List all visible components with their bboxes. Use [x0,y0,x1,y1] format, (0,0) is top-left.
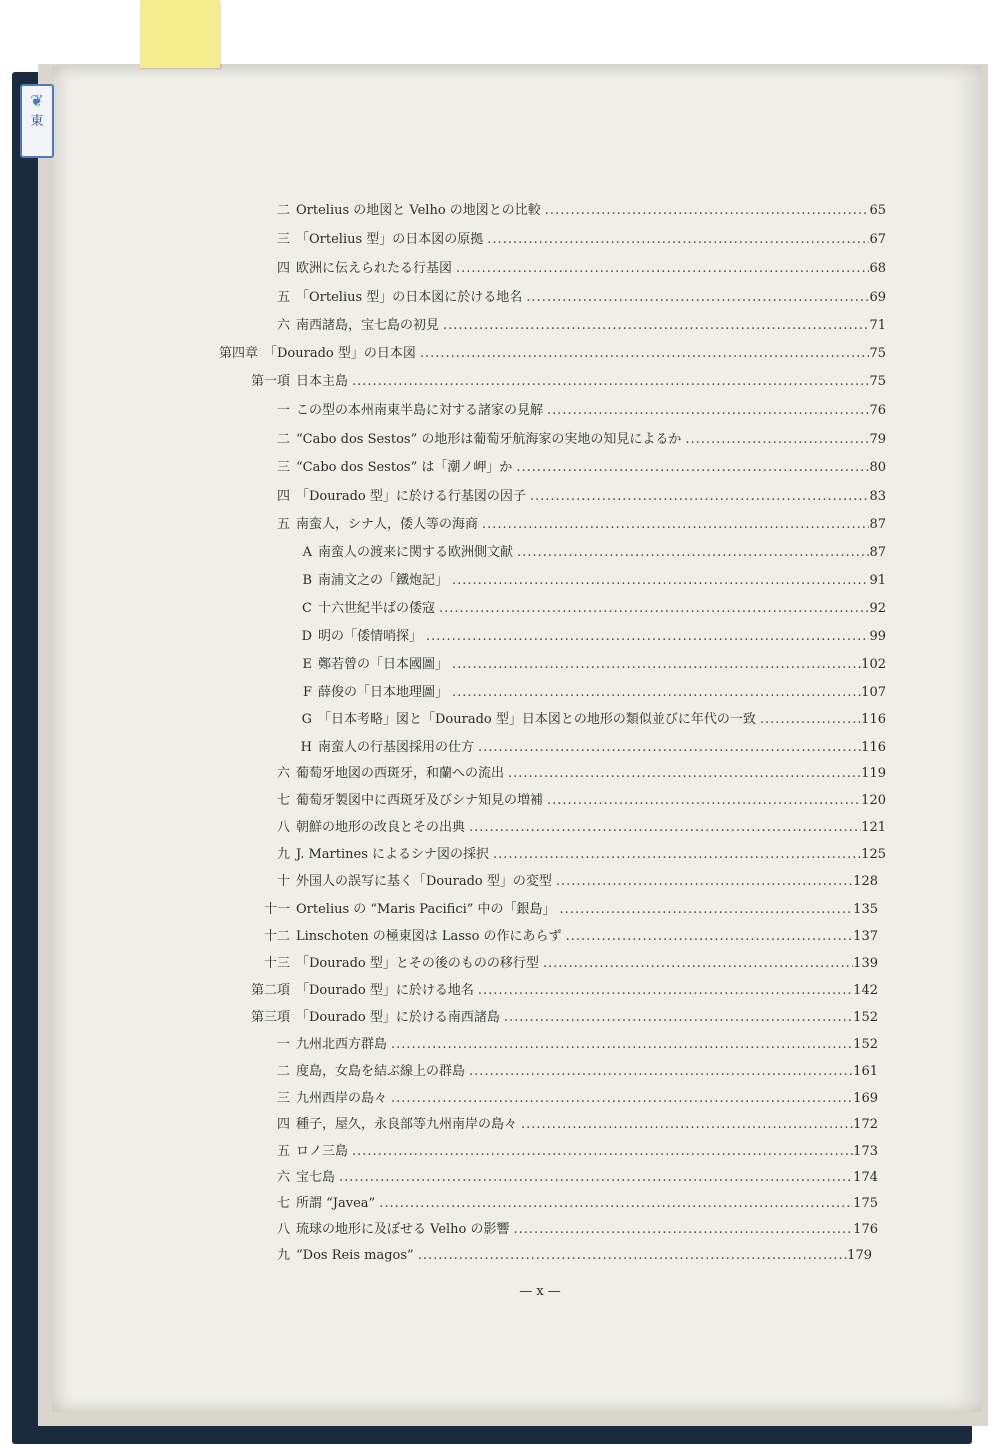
toc-entry [254,762,886,784]
toc-entry-number: 四 [276,1117,290,1132]
toc-entry-page: 119 [861,766,886,781]
toc-entry-number: 三 [276,232,290,247]
toc-entry-number: 五 [276,1144,290,1159]
toc-entry [254,952,878,974]
toc-entry-page: 91 [869,573,886,588]
toc-entry-title: 九州北西方群島 [296,1037,388,1052]
toc-entry-number: 十 [276,874,290,889]
toc-entry-title: 南蛮人，シナ人，倭人等の海商 [296,517,479,532]
toc-leader-dots [562,929,854,944]
toc-entry-page: 69 [869,290,886,305]
toc-leader-dots [526,489,870,504]
toc-entry [254,485,886,507]
toc-leader-dots [465,820,861,835]
toc-entry-page: 125 [861,847,886,862]
toc-entry-title: “Cabo dos Sestos” は「潮ノ岬」か [296,460,513,475]
toc-entry-title: Ortelius の地図と Velho の地図との比較 [296,203,541,218]
toc-entry-number: 十二 [263,929,290,944]
toc-leader-dots [556,902,854,917]
toc-entry-number: 六 [276,318,290,333]
toc-entry-number: 十一 [263,902,290,917]
toc-leader-dots [375,1196,853,1211]
toc-entry-title: この型の本州南東半島に対する諸家の見解 [296,403,544,418]
toc-entry [254,199,886,221]
toc-entry-number: A [302,545,312,560]
toc-leader-dots [448,685,861,700]
toc-entry-number: 九 [276,1248,290,1263]
toc-leader-dots [474,740,861,755]
toc-leader-dots [510,1222,854,1237]
toc-entry-number: 第三項 [250,1010,290,1025]
toc-entry-number: 三 [276,1091,290,1106]
toc-entry-title: 九州西岸の島々 [296,1091,388,1106]
toc-leader-dots [543,793,861,808]
toc-entry [254,1140,878,1162]
toc-entry-title: “Dos Reis magos” [296,1248,414,1263]
toc-leader-dots [681,432,869,447]
toc-leader-dots [387,1091,853,1106]
toc-entry-title: 朝鮮の地形の改良とその出典 [296,820,466,835]
toc-entry [254,456,886,478]
toc-entry [254,513,886,535]
toc-leader-dots [543,403,869,418]
toc-entry [254,1166,878,1188]
toc-entry-page: 71 [869,318,886,333]
toc-entry [254,1087,878,1109]
toc-entry-page: 179 [847,1248,872,1263]
toc-entry [240,979,878,1001]
toc-entry [254,1192,878,1214]
toc-entry [254,399,886,421]
toc-entry-page: 120 [861,793,886,808]
toc-entry-number: 十三 [263,956,290,971]
toc-entry-title: 南西諸島，宝七島の初見 [296,318,440,333]
toc-entry-title: 南蛮人の行基図採用の仕方 [318,740,475,755]
toc-entry-number: B [302,573,312,588]
toc-leader-dots [513,545,869,560]
toc-entry [254,789,886,811]
toc-entry [296,625,886,647]
toc-leader-dots [478,517,869,532]
toc-leader-dots [522,290,869,305]
toc-entry-number: 五 [276,517,290,532]
toc-entry-number: 八 [276,820,290,835]
toc-entry-number: 五 [276,290,290,305]
toc-entry-title: 「Dourado 型」の日本図 [264,346,416,361]
toc-entry [296,681,886,703]
toc-entry-page: 80 [869,460,886,475]
toc-entry [254,870,878,892]
toc-entry-page: 87 [869,545,886,560]
toc-entry-title: 明の「倭情哨探」 [318,629,423,644]
toc-entry [296,541,886,563]
toc-entry-title: 「日本考略」図と「Dourado 型」日本図との地形の類似並びに年代の一致 [318,712,756,727]
toc-entry-number: 第二項 [250,983,290,998]
toc-entry-page: 87 [869,517,886,532]
toc-entry-title: 所謂 “Javea” [296,1196,376,1211]
toc-entry-page: 121 [861,820,886,835]
toc-entry-number: 四 [276,489,290,504]
toc-entry-page: 99 [869,629,886,644]
toc-leader-dots [541,203,870,218]
toc-entry [296,653,886,675]
toc-entry-number: 第一項 [250,374,290,389]
toc-entry-number: 二 [276,432,290,447]
toc-entry [204,342,886,364]
toc-entry-page: 152 [853,1010,878,1025]
toc-entry [254,1033,878,1055]
toc-entry-title: 外国人の誤写に基く「Dourado 型」の変型 [296,874,552,889]
toc-entry-title: 「Ortelius 型」の日本図の原拠 [296,232,484,247]
toc-leader-dots [500,1010,853,1025]
toc-entry-title: Ortelius の “Maris Pacifici” 中の「銀島」 [296,902,556,917]
toc-entry-page: 152 [853,1037,878,1052]
toc-leader-dots [756,712,861,727]
toc-entry [254,1060,878,1082]
toc-entry-page: 135 [853,902,878,917]
toc-leader-dots [474,983,853,998]
toc-entry [240,1006,878,1028]
toc-entry-title: 日本主島 [296,374,349,389]
toc-leader-dots [416,346,870,361]
toc-leader-dots [517,1117,853,1132]
toc-leader-dots [435,601,869,616]
toc-leader-dots [448,657,861,672]
toc-entry-title: 薛俊の「日本地理圖」 [318,685,449,700]
toc-entry [296,597,886,619]
toc-entry-page: 137 [853,929,878,944]
toc-entry-title: 葡萄牙製図中に西斑牙及びシナ知見の増補 [296,793,544,808]
toc-entry-title: ロノ三島 [296,1144,349,1159]
toc-entry-title: 南浦文之の「鐵炮記」 [318,573,449,588]
toc-entry-page: 139 [853,956,878,971]
toc-entry-number: G [301,712,312,727]
toc-leader-dots [465,1064,853,1079]
toc-entry-title: 十六世紀半ばの倭寇 [318,601,436,616]
stamp-label: 東 [30,114,44,129]
toc-entry-number: 七 [276,1196,290,1211]
toc-leader-dots [422,629,869,644]
toc-entry [296,708,886,730]
toc-entry-page: 173 [853,1144,878,1159]
toc-entry [240,370,886,392]
toc-entry-page: 83 [869,489,886,504]
toc-entry-number: 四 [276,261,290,276]
toc-leader-dots [348,1144,853,1159]
toc-entry-number: 六 [276,1170,290,1185]
toc-entry [296,736,886,758]
toc-entry [254,843,886,865]
toc-leader-dots [414,1248,847,1263]
toc-entry-page: 67 [869,232,886,247]
toc-leader-dots [552,874,853,889]
toc-entry-page: 92 [869,601,886,616]
toc-leader-dots [335,1170,853,1185]
toc-entry [254,314,886,336]
toc-leader-dots [387,1037,853,1052]
toc-leader-dots [483,232,869,247]
toc-entry-title: 度島，女島を結ぶ線上の群島 [296,1064,466,1079]
toc-entry-page: 128 [853,874,878,889]
toc-entry-title: 南蛮人の渡来に関する欧洲側文献 [318,545,514,560]
toc-entry-page: 75 [869,346,886,361]
toc-entry-title: 「Ortelius 型」の日本図に於ける地名 [296,290,523,305]
toc-entry-page: 102 [861,657,886,672]
toc-entry-number: 六 [276,766,290,781]
toc-entry-title: 「Dourado 型」とその後のものの移行型 [296,956,539,971]
toc-entry-number: 三 [276,460,290,475]
toc-entry [254,257,886,279]
toc-entry-page: 75 [869,374,886,389]
toc-entry-page: 175 [853,1196,878,1211]
toc-entry-title: 「Dourado 型」に於ける南西諸島 [296,1010,500,1025]
toc-leader-dots [448,573,869,588]
toc-entry-page: 176 [853,1222,878,1237]
toc-entry-title: 宝七島 [296,1170,336,1185]
toc-entry-page: 174 [853,1170,878,1185]
toc-entry-page: 169 [853,1091,878,1106]
toc-entry-number: 九 [276,847,290,862]
toc-entry [254,428,886,450]
toc-entry-number: 二 [276,203,290,218]
toc-leader-dots [439,318,869,333]
toc-entry [254,925,878,947]
toc-entry-title: 「Dourado 型」に於ける地名 [296,983,474,998]
toc-entry-page: 142 [853,983,878,998]
toc-entry-title: 欧洲に伝えられたる行基図 [296,261,453,276]
toc-leader-dots [489,847,861,862]
page-number-footer: — x — [519,1284,561,1299]
toc-entry [254,286,886,308]
toc-leader-dots [512,460,869,475]
toc-leader-dots [348,374,869,389]
toc-entry-number: H [300,740,312,755]
toc-entry [254,1113,878,1135]
toc-entry-title: Linschoten の極東図は Lasso の作にあらず [296,929,562,944]
toc-entry-page: 172 [853,1117,878,1132]
toc-entry-page: 79 [869,432,886,447]
toc-entry-number: F [302,685,312,700]
toc-entry-number: 八 [276,1222,290,1237]
toc-entry [254,898,878,920]
toc-entry-number: D [301,629,312,644]
toc-entry [254,1244,872,1266]
toc-entry-number: 七 [276,793,290,808]
stamp-emblem-icon: ❦ [30,91,44,110]
toc-entry-page: 116 [861,740,886,755]
toc-entry [254,1218,878,1240]
toc-entry-title: “Cabo dos Sestos” の地形は葡萄牙航海家の実地の知見によるか [296,432,682,447]
toc-entry-page: 116 [861,712,886,727]
toc-entry-number: 第四章 [218,346,258,361]
toc-entry-title: 鄭若曾の「日本國圖」 [318,657,449,672]
toc-entry-page: 65 [869,203,886,218]
toc-entry-page: 76 [869,403,886,418]
toc-leader-dots [539,956,853,971]
toc-entry-title: 葡萄牙地図の西斑牙，和蘭への流出 [296,766,505,781]
toc-entry-title: 「Dourado 型」に於ける行基図の因子 [296,489,526,504]
toc-entry-page: 68 [869,261,886,276]
toc-entry-title: 種子，屋久，永良部等九州南岸の島々 [296,1117,518,1132]
toc-entry [254,228,886,250]
toc-entry [296,569,886,591]
toc-entry-number: E [302,657,312,672]
toc-entry-number: 二 [276,1064,290,1079]
toc-entry-page: 161 [853,1064,878,1079]
toc-leader-dots [452,261,869,276]
toc-entry [254,816,886,838]
toc-leader-dots [504,766,861,781]
toc-entry-number: 一 [276,403,290,418]
toc-entry-number: C [302,601,312,616]
toc-entry-title: J. Martines によるシナ図の採択 [296,847,489,862]
toc-entry-title: 琉球の地形に及ぼせる Velho の影響 [296,1222,510,1237]
toc-entry-page: 107 [861,685,886,700]
toc-entry-number: 一 [276,1037,290,1052]
